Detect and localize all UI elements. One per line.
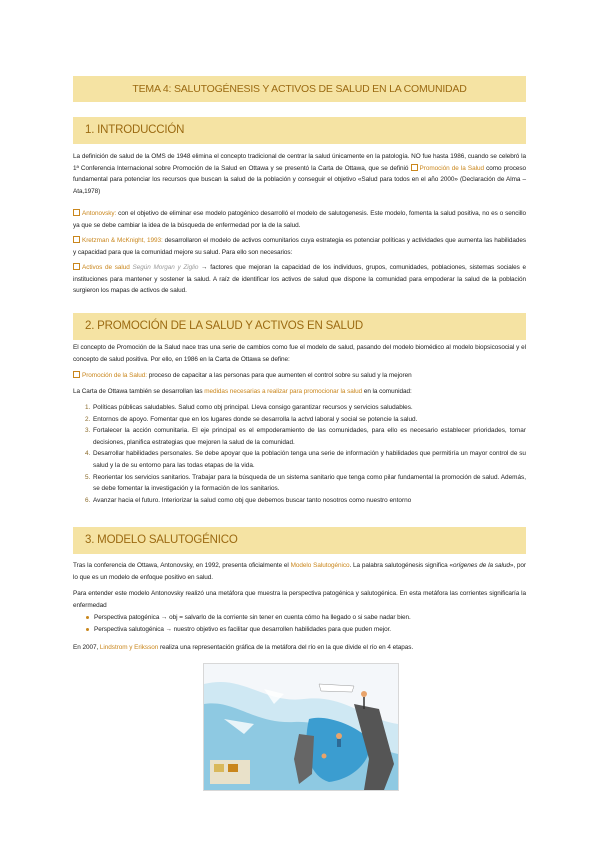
intro-p4-text: → factores que mejoran la capacidad de los individuos, grupos, comunidades, poblaciones, sistemas sociales e instituciones para mantener y sostener la salud. A raíz de identificar los activos de salud que dispone la comunidad para empoderar la salud de la población surgieron los mapas de activos de salud. bbox=[73, 264, 526, 295]
section-heading-salutogenico: 3. MODELO SALUTOGÉNICO bbox=[73, 527, 526, 554]
document-title: TEMA 4: SALUTOGÉNESIS Y ACTIVOS DE SALUD EN LA COMUNIDAD bbox=[73, 76, 526, 102]
promo-paragraph-3 bbox=[73, 386, 526, 398]
list-item bbox=[73, 495, 526, 507]
saluto-p1-text-mid: . La palabra salutogénesis significa « bbox=[349, 562, 453, 569]
list-item bbox=[73, 425, 526, 448]
saluto-p1-text: Tras la conferencia de Ottawa, Antonovsky, en 1992, presenta oficialmente el bbox=[73, 562, 289, 569]
saluto-p3-text-end: realiza una representación gráfica de la metáfora del río en la que divide el río en 4 etapas. bbox=[158, 644, 414, 651]
list-number: 4. bbox=[85, 450, 91, 458]
intro-paragraph-3 bbox=[73, 235, 526, 258]
term-promocion-salud: Promoción de la Salud bbox=[419, 164, 484, 172]
intro-p1-text-end: como proceso fundamental para potenciar los recursos que buscan la salud de la población y conseguir el objetivo «Salud para todos en el año 2000» (Declaración de Alma – Ata,1978) bbox=[73, 164, 527, 195]
ottawa-measures-list bbox=[73, 402, 526, 506]
list-number: 6. bbox=[85, 496, 91, 504]
list-number: 5. bbox=[85, 473, 91, 481]
list-item bbox=[73, 472, 526, 495]
checkbox-icon bbox=[73, 236, 80, 243]
intro-paragraph-2 bbox=[73, 208, 526, 231]
list-number: 3. bbox=[85, 427, 91, 435]
promo-paragraph-1: El concepto de Promoción de la Salud nace tras una serie de cambios como fue el modelo de salud, pasando del modelo biomédico al modelo biopsicosocial y el concepto de salud positiva. Por ello, en 1986 en la Carta de Ottawa se define: bbox=[73, 344, 526, 363]
list-item-text: Fortalecer la acción comunitaria. El eje principal es el empoderamiento de las comunidades, para ello es necesario establecer prioridades, tomar decisiones, planifica estrategias que mejoren la salud de la comunidad. bbox=[93, 427, 526, 446]
promo-paragraph-2 bbox=[73, 370, 526, 382]
term-promocion-salud-def: Promoción de la Salud: bbox=[82, 372, 147, 379]
term-lindstrom-eriksson: Lindstrom y Eriksson bbox=[99, 644, 159, 651]
bullet-icon bbox=[86, 628, 89, 631]
checkbox-icon bbox=[73, 263, 80, 270]
intro-paragraph-4 bbox=[73, 262, 526, 297]
saluto-p3-text: En 2007, bbox=[73, 644, 100, 651]
promo-p2-text: proceso de capacitar a las personas para que aumenten el control sobre su salud y la mejoren bbox=[148, 372, 412, 379]
bullet-icon bbox=[86, 616, 89, 619]
saluto-paragraph-1 bbox=[73, 560, 526, 583]
term-modelo-salutogenico: Modelo Salutogénico bbox=[290, 562, 350, 569]
checkbox-icon bbox=[411, 164, 418, 171]
term-kretzman: Kretzman & McKnight, 1993: bbox=[82, 237, 163, 244]
saluto-paragraph-2: Para entender este modelo Antonovsky realizó una metáfora que muestra la perspectiva patogénica y salutogénica. En esta metáfora las corrientes significaría la enfermedad bbox=[73, 590, 526, 609]
saluto-paragraph-3-wrap bbox=[73, 642, 526, 654]
river-metaphor-illustration bbox=[203, 663, 399, 791]
promo-p3-text-end: en la comunidad: bbox=[363, 388, 412, 395]
citation-morgan-ziglio: Según Morgan y Ziglio bbox=[132, 264, 199, 271]
list-item-text: Avanzar hacia el futuro. Interiorizar la salud como obj que debemos buscar tanto nosotros como nuestro entorno bbox=[93, 496, 412, 504]
checkbox-icon bbox=[73, 371, 80, 378]
river-illustration-svg bbox=[204, 664, 398, 790]
saluto-p1-text-end: », por lo que es un modelo de enfoque positivo en salud. bbox=[73, 562, 526, 581]
section-heading-promocion: 2. PROMOCIÓN DE LA SALUD Y ACTIVOS EN SALUD bbox=[73, 313, 526, 340]
term-antonovsky: Antonovsky: bbox=[82, 210, 117, 217]
list-item bbox=[73, 414, 526, 426]
intro-p1-text: La definición de salud de la OMS de 1948 elimina el concepto tradicional de centrar la salud únicamente en la patología. NO fue hasta 1986, cuando se celebró la 1ª Conferencia Internacional sobre Promoción de la Salud en Ottawa y se presentó la Carta de Ottawa, que se definió bbox=[73, 153, 526, 172]
intro-p3-text: desarrollaron el modelo de activos comunitarios cuya estrategia es potenciar políticas y actividades que aumenta las habilidades y capacidad para que la comunidad mejore su salud. Para ello son necesarios: bbox=[73, 237, 526, 256]
list-item bbox=[73, 402, 526, 414]
intro-paragraph-1 bbox=[73, 151, 526, 197]
list-number: 1. bbox=[85, 404, 91, 411]
bullet-text: Perspectiva patogénica → obj = salvarlo de la corriente sin tener en cuenta cómo ha llegado o si sabe nadar bien. bbox=[94, 614, 411, 621]
term-activos-salud: Activos de salud bbox=[82, 264, 130, 271]
list-item-text: Reorientar los servicios sanitarios. Trabajar para la búsqueda de un sistema sanitario que tenga como pilar fundamental la promoción de salud. Además, se debe fomentar la investigación y la formación de los sanitarios. bbox=[93, 473, 526, 493]
list-number: 2. bbox=[85, 415, 91, 423]
list-item-text: Entornos de apoyo. Fomentar que en los lugares donde se desarrolla la actvd laboral y social se potencie la salud. bbox=[93, 415, 418, 423]
intro-p2-text: con el objetivo de eliminar ese modelo patogénico desarrolló el modelo de salutogenesis. Este modelo, fomenta la salud positiva, no es o sencillo ya que se debe cambiar la idea de la búsqueda de enfermedad por la de la salud. bbox=[73, 210, 526, 229]
section-heading-introduccion: 1. INTRODUCCIÓN bbox=[73, 117, 526, 144]
bullet-text: Perspectiva salutogénica → nuestro objetivo es facilitar que desarrollen habilidades para que puden mejor. bbox=[94, 625, 392, 633]
promo-p3-text: La Carta de Ottawa también se desarrollan las bbox=[73, 388, 203, 395]
list-item-text: Desarrollar habilidades personales. Se debe apoyar que la población tenga una serie de información y habilidades que permitiría un mayor control de su salud y la de su entorno para las todas etapas de la vida. bbox=[93, 450, 526, 469]
list-item bbox=[73, 612, 526, 624]
term-medidas: medidas necesarias a realizar para promocionar la salud bbox=[204, 388, 363, 395]
metaphor-bullet-list bbox=[73, 612, 526, 635]
checkbox-icon bbox=[73, 209, 80, 216]
term-origenes-salud: orígenes de la salud bbox=[452, 562, 510, 569]
list-item bbox=[73, 448, 526, 471]
list-item-text: Políticas públicas saludables. Salud como obj principal. Lleva consigo garantizar recursos y servicios saludables. bbox=[93, 404, 413, 411]
list-item bbox=[73, 624, 526, 636]
